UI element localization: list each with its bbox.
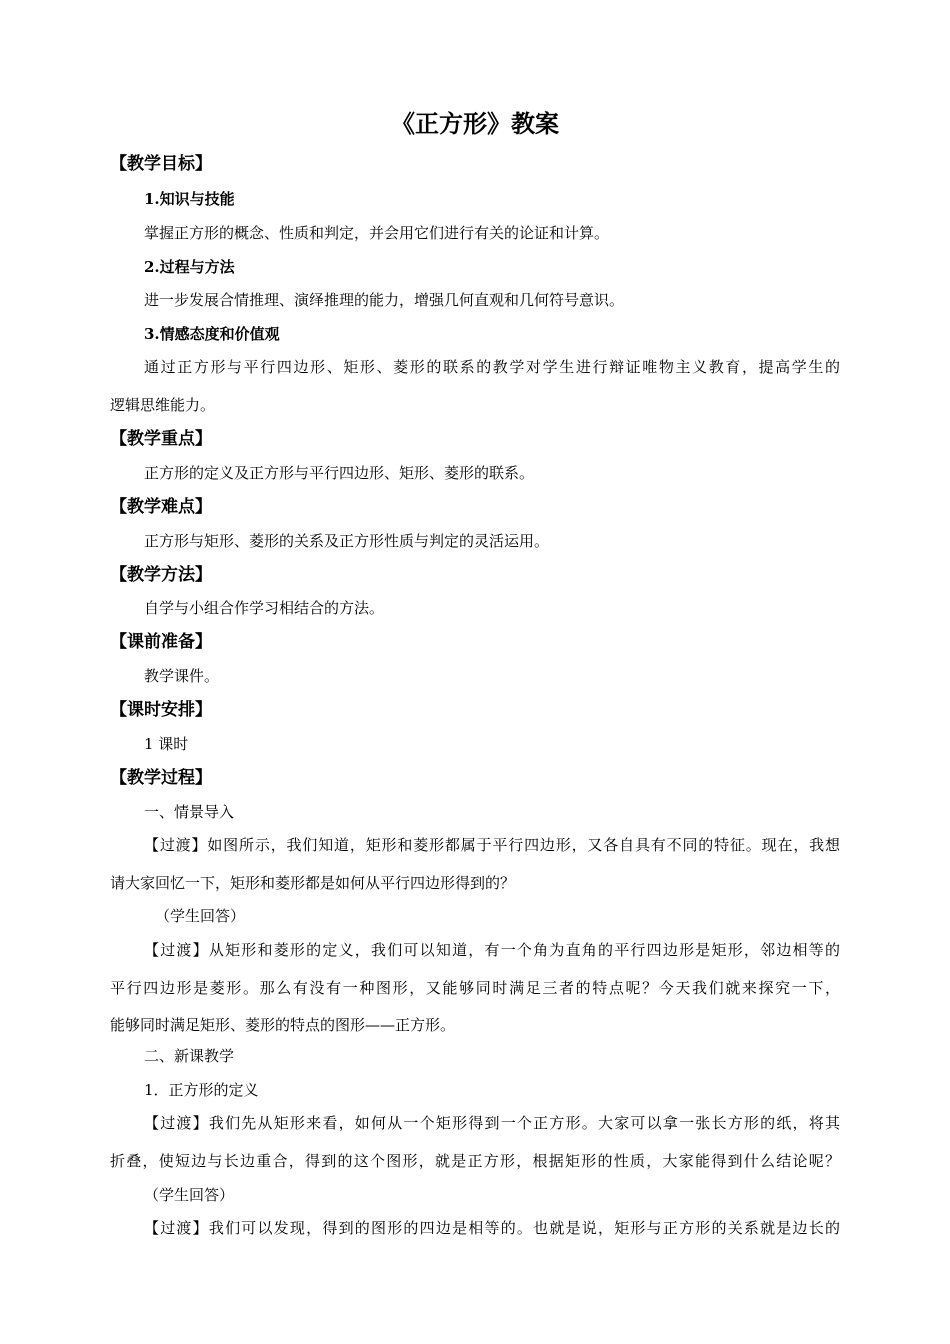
student-answer-1: （学生回答） xyxy=(155,907,246,925)
paragraph-process-methods: 进一步发展合情推理、演绎推理的能力，增强几何直观和几何符号意识。 xyxy=(144,291,625,309)
subheading-attitudes-values: 3.情感态度和价值观 xyxy=(144,325,280,343)
paragraph-attitudes-values-line1: 通过正方形与平行四边形、矩形、菱形的联系的教学对学生进行辩证唯物主义教育，提高学生的 xyxy=(144,358,840,376)
subheading-knowledge-skills: 1.知识与技能 xyxy=(144,190,235,208)
transition-2-line1: 【过渡】从矩形和菱形的定义，我们可以知道，有一个角为直角的平行四边形是矩形，邻边相等的 xyxy=(144,941,840,959)
transition-4-line1: 【过渡】我们可以发现，得到的图形的四边是相等的。也就是说，矩形与正方形的关系就是边长的 xyxy=(144,1219,840,1237)
paragraph-knowledge-skills: 掌握正方形的概念、性质和判定，并会用它们进行有关的论证和计算。 xyxy=(144,224,610,242)
transition-2-line3: 能够同时满足矩形、菱形的特点的图形——正方形。 xyxy=(110,1016,456,1034)
item-square-definition: 1．正方形的定义 xyxy=(144,1081,259,1099)
paragraph-difficulties: 正方形与矩形、菱形的关系及正方形性质与判定的灵活运用。 xyxy=(144,532,550,550)
paragraph-teaching-methods: 自学与小组合作学习相结合的方法。 xyxy=(144,599,385,617)
heading-difficulties: 【教学难点】 xyxy=(110,497,212,517)
heading-key-points: 【教学重点】 xyxy=(110,429,212,449)
paragraph-key-points: 正方形的定义及正方形与平行四边形、矩形、菱形的联系。 xyxy=(144,464,535,482)
transition-1-line1: 【过渡】如图所示，我们知道，矩形和菱形都属于平行四边形，又各自具有不同的特征。现在，我想 xyxy=(144,836,840,854)
transition-3-line1: 【过渡】我们先从矩形来看，如何从一个矩形得到一个正方形。大家可以拿一张长方形的纸，将其 xyxy=(144,1114,840,1132)
heading-teaching-process: 【教学过程】 xyxy=(110,768,212,788)
paragraph-preparation: 教学课件。 xyxy=(144,667,220,685)
heading-preparation: 【课前准备】 xyxy=(110,632,212,652)
heading-teaching-goals: 【教学目标】 xyxy=(110,154,212,174)
transition-2-line2: 平行四边形是菱形。那么有没有一种图形，又能够同时满足三者的特点呢？今天我们就来探究一下， xyxy=(110,979,840,997)
paragraph-schedule: 1 课时 xyxy=(144,735,189,753)
transition-1-line2: 请大家回忆一下，矩形和菱形都是如何从平行四边形得到的？ xyxy=(110,874,516,892)
transition-3-line2: 折叠，使短边与长边重合，得到的这个图形，就是正方形，根据矩形的性质，大家能得到什么结论呢？ xyxy=(110,1152,840,1170)
heading-teaching-methods: 【教学方法】 xyxy=(110,565,212,585)
heading-schedule: 【课时安排】 xyxy=(110,700,212,720)
subheading-process-methods: 2.过程与方法 xyxy=(144,258,235,276)
section-new-lesson: 二、新课教学 xyxy=(144,1047,235,1065)
student-answer-2: （学生回答） xyxy=(144,1186,235,1204)
document-title: 《正方形》教案 xyxy=(391,109,559,138)
paragraph-attitudes-values-line2: 逻辑思维能力。 xyxy=(110,396,216,414)
section-scene-intro: 一、情景导入 xyxy=(144,803,235,821)
